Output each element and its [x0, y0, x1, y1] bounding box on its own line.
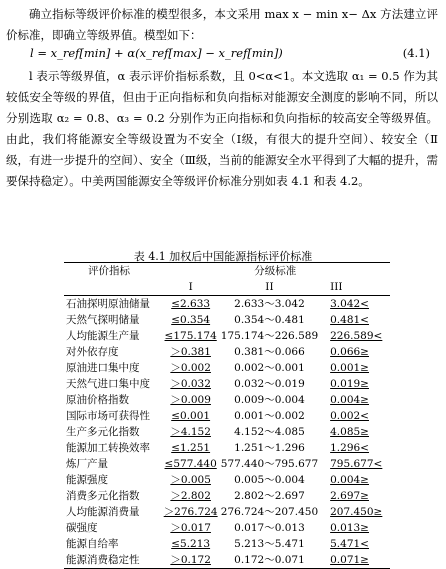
grade-1-value: ＞0.017	[170, 522, 211, 534]
indicator-name: 能源自给率	[66, 538, 119, 550]
grade-1-value: ≤577.440	[164, 458, 217, 470]
grade-1-value: ＞0.032	[170, 378, 211, 390]
grade-3-value: 0.004≥	[330, 394, 369, 406]
grade-1-value: ＞276.724	[163, 506, 218, 518]
header-grade-2: II	[265, 281, 274, 293]
table-row	[64, 440, 390, 456]
header-indicator: 评价指标	[64, 263, 161, 280]
grade-2-value: 0.172～0.071	[221, 552, 318, 569]
indicator-name: 炼厂产量	[66, 458, 108, 470]
indicator-name: 人均能源消费量	[66, 506, 140, 518]
grade-2-value: 577.440～795.677	[220, 458, 319, 470]
indicator-name: 原油价格指数	[66, 394, 129, 406]
grade-2-value: 0.381～0.066	[234, 346, 305, 358]
table-row	[64, 376, 390, 392]
table-row	[64, 360, 390, 376]
grade-2-value: 175.174～226.589	[220, 330, 319, 342]
grade-1-value: ≤175.174	[164, 330, 217, 342]
table-row	[64, 504, 390, 520]
grade-2-value: 0.009～0.004	[234, 394, 305, 406]
table-row	[64, 488, 390, 504]
table-row	[64, 392, 390, 408]
grade-3-value: 0.002<	[330, 410, 369, 422]
grade-3-value: 0.066≥	[330, 346, 369, 358]
table-body	[64, 296, 390, 569]
evaluation-table	[64, 262, 390, 569]
table-row	[64, 408, 390, 424]
grade-3-value: 0.001≥	[330, 362, 369, 374]
grade-1-value: ＞2.802	[170, 490, 211, 502]
grade-1-value: ＞0.002	[170, 362, 211, 374]
grade-3-value: 5.471<	[330, 538, 369, 550]
grade-3-value: 226.589<	[330, 330, 383, 342]
paragraph-explanation: l 表示等级界值，α 表示评价指标系数，且 0<α<1。本文选取 α₁ = 0.5 作为其较低安全等级的界值，但由于正向指标和负向指标对能源安全测度的影响不同，所以分别选取 α₂ = 0.8、α₃ = 0.2 分别作为正向指标和负向指标的较高安全等级界值。由此，我们将能源安全等级设置为不安全（Ⅰ级，有很大的提升空间）、较安全（Ⅱ级，有进一步提升的空间）、安全（Ⅲ级，当前的能源安全水平得到了大幅的提升，需要保持稳定）。中美两国能源安全等级评价标准分别如表 4.1 和表 4.2。	[6, 69, 438, 188]
grade-3-value: 0.481<	[330, 314, 369, 326]
table-row	[64, 296, 390, 313]
indicator-name: 能源加工转换效率	[66, 442, 150, 454]
grade-3-value: 207.450≥	[330, 506, 383, 518]
grade-2-value: 5.213～5.471	[234, 538, 305, 550]
table-row	[64, 312, 390, 328]
grade-3-value: 0.071≥	[318, 552, 390, 569]
grade-1-value: ＞4.152	[170, 426, 211, 438]
header-grade-3: III	[330, 281, 343, 293]
grade-3-value: 0.013≥	[330, 522, 369, 534]
indicator-name: 石油探明原油储量	[64, 296, 161, 313]
table-row	[64, 472, 390, 488]
grade-2-value: 4.152～4.085	[234, 426, 305, 438]
table-row	[64, 424, 390, 440]
grade-3-value: 0.004≥	[330, 474, 369, 486]
grade-1-value: ＞0.005	[170, 474, 211, 486]
grade-1-value: ＞0.381	[170, 346, 211, 358]
header-grade-1: I	[188, 281, 193, 293]
grade-3-value: 795.677<	[330, 458, 383, 470]
grade-1-value: ≤2.633	[161, 296, 221, 313]
grade-1-value: ≤0.354	[171, 314, 211, 326]
grade-2-value: 276.724～207.450	[220, 506, 319, 518]
grade-1-value: ＞0.172	[161, 552, 221, 569]
indicator-name: 能源消费稳定性	[64, 552, 161, 569]
equation-number: (4.1)	[402, 46, 430, 60]
grade-1-value: ≤5.213	[171, 538, 211, 550]
indicator-name: 消费多元化指数	[66, 490, 140, 502]
grade-1-value: ＞0.009	[170, 394, 211, 406]
grade-2-value: 2.802～2.697	[234, 490, 305, 502]
grade-2-value: 0.002～0.001	[234, 362, 305, 374]
grade-2-value: 0.032～0.019	[234, 378, 305, 390]
table-caption: 表 4.1 加权后中国能源指标评价标准	[133, 250, 313, 263]
table-row	[64, 344, 390, 360]
grade-3-value: 2.697≥	[330, 490, 369, 502]
indicator-name: 能源强度	[66, 474, 108, 486]
indicator-name: 国际市场可获得性	[66, 410, 150, 422]
grade-3-value: 4.085≥	[330, 426, 369, 438]
grade-2-value: 0.017～0.013	[234, 522, 305, 534]
table-row	[64, 536, 390, 552]
grade-3-value: 3.042<	[318, 296, 390, 313]
grade-2-value: 0.001～0.002	[234, 410, 305, 422]
grade-2-value: 0.005～0.004	[234, 474, 305, 486]
paragraph-intro: 确立指标等级评价标准的模型很多，本文采用 max x − min x− Δx 方法建立评价标准，即确立等级界值。模型如下：	[6, 7, 438, 42]
grade-2-value: 0.354～0.481	[234, 314, 305, 326]
grade-3-value: 0.019≥	[330, 378, 369, 390]
grade-2-value: 2.633～3.042	[221, 296, 318, 313]
indicator-name: 对外依存度	[66, 346, 119, 358]
grade-1-value: ≤1.251	[171, 442, 211, 454]
indicator-name: 人均能源生产量	[66, 330, 140, 342]
indicator-name: 生产多元化指数	[66, 426, 140, 438]
header-grade: 分级标准	[161, 263, 390, 280]
table-row	[64, 456, 390, 472]
indicator-name: 原油进口集中度	[66, 362, 140, 374]
table-row	[64, 552, 390, 569]
table-row	[64, 328, 390, 344]
indicator-name: 碳强度	[66, 522, 98, 534]
grade-1-value: ≤0.001	[171, 410, 211, 422]
indicator-name: 天然气探明储量	[66, 314, 140, 326]
table-row	[64, 520, 390, 536]
grade-2-value: 1.251～1.296	[234, 442, 305, 454]
grade-3-value: 1.296<	[330, 442, 369, 454]
indicator-name: 天然气进口集中度	[66, 378, 150, 390]
formula: l = x_ref[min] + α(x_ref[max] − x_ref[min])	[30, 46, 283, 60]
